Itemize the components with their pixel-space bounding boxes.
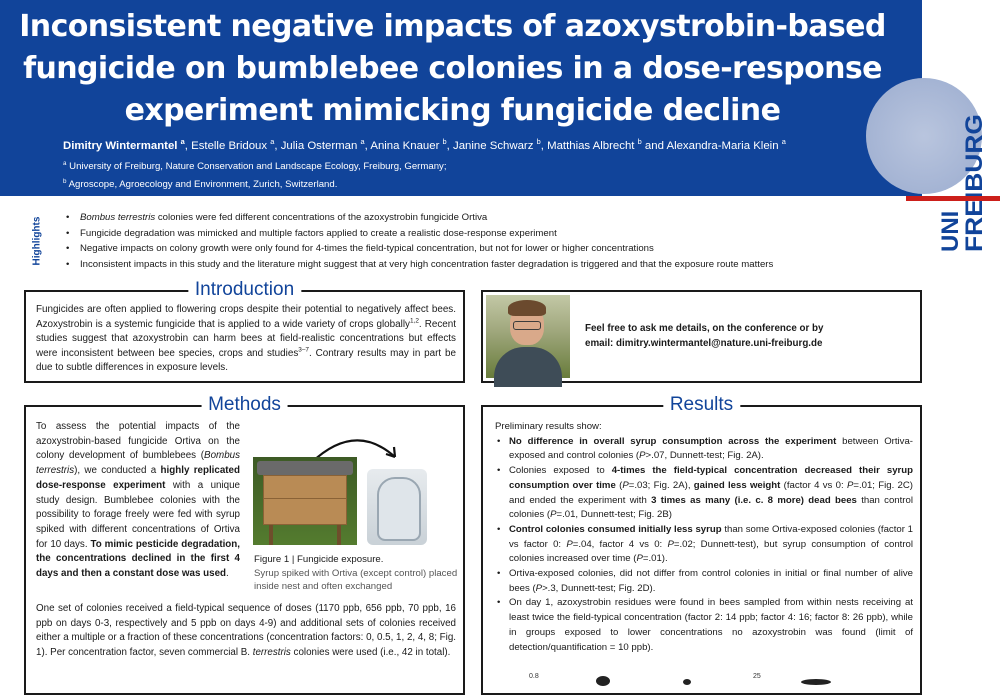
text-span: One set of colonies received a field-typical sequence of doses (1170 ppb, 656 ppb, 70 ppb, 16 ppb on days 0-3, respectively and 5 ppb on days 4-9) and additional sets of colonies received either a multiple or a fraction of these concentrations (concentration factors: 0, 0.5, 1, 2, 4, 8; Fig. 1). Per concentration factor, seven commercial B. (36, 603, 456, 659)
text-span: colonies were used (i.e., 42 in total). (290, 647, 451, 659)
author-name: Anina Knauer (370, 140, 440, 152)
text-span: than some Ortiva-exposed colonies (factor 1 vs factor 0: (509, 523, 913, 550)
text-span: =.01, Dunnett-test; Fig. 2B) (556, 509, 672, 521)
introduction-panel (24, 279, 465, 383)
species-name: Bombus terrestris (80, 212, 156, 223)
author-affiliation-mark: b (536, 137, 541, 147)
hive-photo (253, 457, 357, 545)
photo-glasses (513, 321, 541, 330)
highlight-text: Fungicide degradation was mimicked and multiple factors applied to create a realistic dose-response experiment (80, 227, 557, 239)
uni-freiburg-logo[interactable] (937, 112, 988, 252)
text-span: Fungicides are often applied to flowering crops despite their potential to negatively affect bees. Azoxystrobin is a systemic fungicide that is applied to a wide variety of crops globally (36, 304, 456, 330)
affiliation-b (63, 179, 337, 190)
text-span: with a unique study design. Bumblebee colonies with the possibility to forage freely were fed with syrup spiked with different concentrations of Ortiva for 10 days. (36, 479, 240, 550)
list-item (495, 596, 913, 655)
list-item (66, 241, 773, 257)
affiliation-text: University of Freiburg, Nature Conservation and Landscape Ecology, Freiburg, Germany; (69, 161, 447, 172)
results-intro: Preliminary results show: (495, 421, 602, 432)
text-span: . Contrary results may in part be due to subtle differences in exposure levels. (36, 347, 456, 374)
text-span: =.04, factor 4 vs 0: (572, 538, 668, 550)
text-span: >.07, Dunnett-test; Fig. 2A). (645, 450, 764, 462)
emphasis: 3 times as many (i.e. c. 8 more) dead bees (651, 494, 857, 506)
text-span: Colonies exposed to (509, 465, 612, 477)
highlights-label (30, 210, 44, 272)
highlights-label-text: Highlights (31, 216, 43, 266)
p-value-symbol: P (667, 538, 674, 550)
methods-text (36, 420, 240, 582)
hive-roof (257, 461, 353, 475)
logo-line-uni: UNI (937, 210, 964, 252)
author-name: Matthias Albrecht (547, 140, 635, 152)
author-affiliation-mark: a (781, 137, 786, 147)
list-item (66, 210, 773, 226)
affiliation-text: Agroscope, Agroecology and Environment, Zurich, Switzerland. (68, 179, 338, 190)
emphasis: No difference in overall syrup consumption across the experiment (509, 435, 837, 447)
text-span: ( (615, 479, 623, 491)
p-value-symbol: P (846, 479, 854, 491)
text-span: =.01; Fig. 2C) and ended the experiment with (509, 479, 914, 506)
bee-icon (596, 676, 610, 686)
p-value-symbol: P (535, 582, 543, 594)
author-name: Julia Osterman (280, 140, 358, 152)
emphasis: highly replicated dose-response experiment (36, 465, 240, 491)
section-title: Methods (201, 394, 288, 416)
section-title: Results (663, 394, 740, 416)
axis-tick-label: 25 (753, 673, 761, 680)
text-span: On day 1, azoxystrobin residues were found in bees sampled from within nests receiving at least twice the field-typical concentration (factor 2: 14 ppb; factor 4: 16; factor 8: 26 ppb), while in groups exposed to lower concentrations no azoxystrobin was found (limit of detection/quantification = 10 ppb). (509, 597, 913, 653)
author-name: Janine Schwarz (453, 140, 534, 152)
text-span: ), we conducted a (74, 465, 161, 477)
contact-line: Feel free to ask me details, on the conference or by (585, 323, 824, 334)
affiliation-mark: b (63, 177, 67, 185)
author-affiliation-mark: a (270, 137, 275, 147)
results-list (495, 435, 913, 656)
data-mark (683, 679, 691, 685)
author-list: Dimitry Wintermantel $^a$, Estelle Bridoux $^a$, Julia Osterman $^a$, Anina Knauer $^b$, Janine Schwarz $^b$, Matthias Albrecht $^b$ and Alexandra-Maria Klein $^a$ (63, 137, 786, 152)
introduction-text (36, 303, 456, 376)
text-span: . (226, 568, 229, 580)
title-line-2: fungicide on bumblebee colonies in a dose-response (23, 51, 882, 86)
author-name: Alexandra-Maria Klein (666, 140, 779, 152)
figure-caption (254, 553, 460, 594)
list-item (66, 257, 773, 273)
list-item (495, 523, 913, 567)
text-span: (factor 4 vs 0: (780, 479, 847, 491)
contact-email[interactable]: email: dimitry.wintermantel@nature.uni-freiburg.de (585, 338, 823, 349)
emphasis: Control colonies consumed initially less syrup (509, 523, 722, 535)
p-value-symbol: P (550, 509, 557, 521)
photo-shirt (494, 347, 562, 387)
text-span: >.3, Dunnett-test; Fig. 2D). (542, 582, 656, 594)
author-affiliation-mark: a (360, 137, 365, 147)
text-span: =.02; Dunnett-test), but syrup consumption of control colonies increased over time ( (509, 538, 913, 565)
logo-line-freiburg: FREIBURG (961, 126, 988, 252)
highlight-text: colonies were fed different concentrations of the azoxystrobin fungicide Ortiva (155, 212, 488, 223)
hive-leg (337, 525, 341, 545)
data-mark (801, 679, 831, 685)
list-item (495, 567, 913, 596)
reference-mark: 1,2 (409, 317, 419, 325)
contact-text (585, 321, 823, 351)
section-title: Introduction (188, 279, 301, 301)
results-text (495, 420, 913, 655)
list-item (66, 226, 773, 242)
list-item (495, 435, 913, 464)
highlight-text: Negative impacts on colony growth were only found for 4-times the field-typical concentration, but not for lower or higher concentrations (80, 243, 654, 255)
contact-panel (481, 290, 922, 383)
axis-tick-label: 0.8 (529, 673, 539, 680)
author-affiliation-mark: b (442, 137, 447, 147)
text-span: Ortiva-exposed colonies, did not differ from control colonies in initial or final number of alive bees ( (509, 568, 913, 594)
title-line-1: Inconsistent negative impacts of azoxystrobin-based (19, 9, 886, 44)
affiliation-mark: a (63, 159, 67, 167)
title-line-3: experiment mimicking fungicide decline (124, 93, 781, 128)
text-span: To assess the potential impacts of the azoxystrobin-based fungicide Ortiva on the colony development of bumblebees ( (36, 421, 240, 462)
portrait-photo (486, 295, 570, 378)
emphasis: 4-times the field-typical concentration decreased their syrup consumption over time (509, 465, 913, 491)
text-span: =.01). (642, 553, 668, 565)
results-panel (481, 394, 922, 695)
highlight-text: Inconsistent impacts in this study and the literature might suggest that at very high concentration faster degradation is triggered and that the exposure route matters (80, 258, 774, 270)
species-name: Bombus terrestris (36, 450, 240, 477)
figure-2-preview (501, 673, 911, 685)
syrup-feeder-photo (367, 469, 427, 545)
emphasis: To mimic pesticide degradation, the concentrations declined in the first 4 days and then a constant dose was used (36, 538, 240, 580)
hive-leg (269, 525, 273, 545)
affiliation-a (63, 161, 447, 172)
methods-panel (24, 394, 465, 695)
species-name: terrestris (252, 647, 291, 659)
poster-title (0, 6, 905, 132)
p-value-symbol: P (622, 479, 629, 491)
emphasis: gained less weight (693, 479, 781, 491)
figure-caption-title: Figure 1 | Fungicide exposure. (254, 554, 384, 565)
p-value-symbol: P (639, 450, 646, 462)
list-item (495, 464, 913, 523)
text-span: between Ortiva-exposed and control colonies ( (509, 435, 913, 462)
author-affiliation-mark: a (180, 137, 185, 147)
author-affiliation-mark: b (637, 137, 642, 147)
author-name: Estelle Bridoux (191, 140, 268, 152)
photo-hair (508, 300, 546, 316)
highlights-list (66, 210, 773, 272)
header-banner (0, 0, 922, 196)
reference-mark: 3–7 (298, 346, 309, 354)
text-span: =.03; Fig. 2A), (628, 479, 694, 491)
logo-red-rule (906, 196, 1000, 201)
text-span: than control colonies ( (509, 494, 913, 521)
p-value-symbol: P (566, 538, 573, 550)
author-name: Dimitry Wintermantel (63, 140, 178, 152)
hive-box (263, 475, 347, 525)
figure-1 (250, 427, 460, 597)
methods-text-continued (36, 602, 456, 661)
p-value-symbol: P (636, 553, 643, 565)
text-span: . Recent studies suggest that azoxystrobin can harm bees at field-realistic concentrations but effects were inconsistent between bee species, crops and studies (36, 318, 456, 359)
figure-caption-detail: Syrup spiked with Ortiva (except control) placed inside nest and often exchanged (254, 567, 458, 592)
